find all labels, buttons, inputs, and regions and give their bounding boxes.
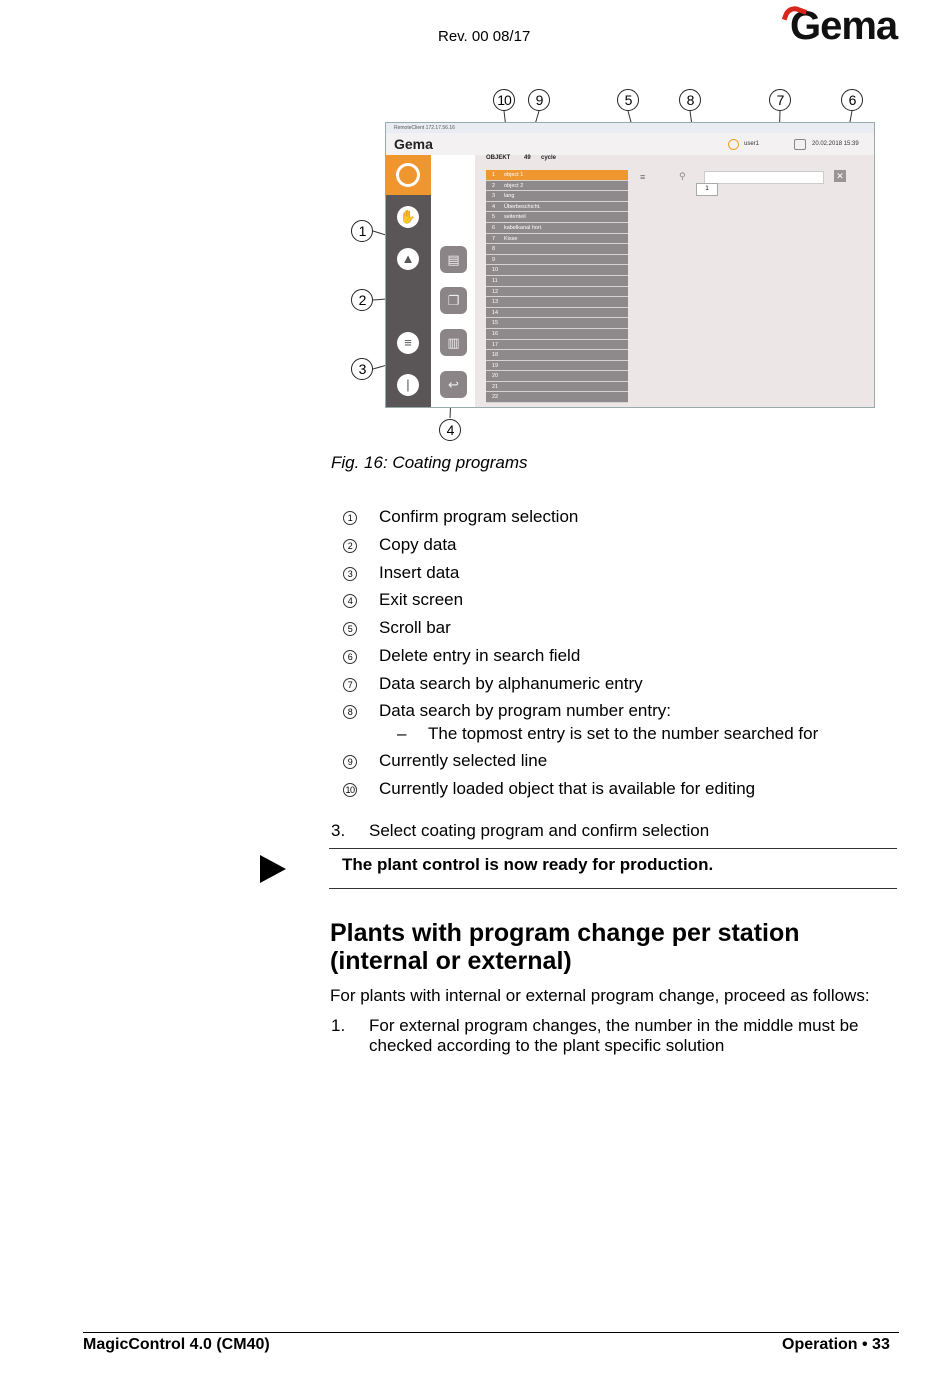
clear-search-button[interactable]: ✕ [834,170,846,182]
object-number: 49 [524,155,531,161]
program-row[interactable] [486,329,628,340]
legend-number: 6 [343,650,357,664]
program-row-number: 3 [492,193,496,200]
program-number-input[interactable]: 1 [696,183,718,196]
scroll-bar-icon[interactable]: ≡ [640,172,646,182]
program-row[interactable] [486,223,628,234]
program-row-number: 5 [492,214,496,221]
object-label: OBJEKT [486,155,511,161]
callout-3: 3 [351,358,373,380]
object-cycle: cycle [541,155,557,161]
program-row-name: kabelkanal hori. [504,224,543,231]
exit-screen-button[interactable]: ↩ [440,371,467,398]
action-column [431,155,475,407]
program-row-name: lang [504,193,515,200]
program-row-number: 10 [492,267,499,274]
program-row[interactable] [486,276,628,287]
hand-icon[interactable]: ✋ [397,206,419,228]
insert-data-button[interactable]: ▥ [440,329,467,356]
program-row[interactable] [486,234,628,245]
calendar-clock-icon [794,139,806,150]
program-row[interactable] [486,265,628,276]
callout-6: 6 [841,89,863,111]
program-row-name: Kisse [504,235,518,242]
footer-rule [83,1332,899,1333]
power-icon[interactable]: | [397,374,419,396]
program-row-name: Überbeschicht. [504,203,541,210]
program-row[interactable] [486,202,628,213]
legend-number: 7 [343,678,357,692]
legend-number: 3 [343,567,357,581]
program-row-number: 16 [492,330,499,337]
legend-number: 8 [343,705,357,719]
legend-text: Data search by alphanumeric entry [379,674,643,693]
program-row[interactable] [486,287,628,298]
footer-product: MagicControl 4.0 (CM40) [83,1336,270,1353]
section-heading: Plants with program change per station (internal or external) [330,919,800,975]
legend-text: Insert data [379,563,460,582]
gema-logo: Gema [790,4,897,49]
program-row-number: 2 [492,182,496,189]
program-row-number: 18 [492,352,499,359]
program-row-name: seitenteil [504,214,526,221]
program-row-number: 17 [492,341,499,348]
legend-text: Scroll bar [379,618,451,637]
callout-8: 8 [679,89,701,111]
program-row[interactable] [486,318,628,329]
program-row[interactable] [486,382,628,393]
legend-subitem: – The topmost entry is set to the number searched for [397,724,819,743]
program-row[interactable] [486,297,628,308]
legend-text: Delete entry in search field [379,646,581,665]
callout-7: 7 [769,89,791,111]
program-row[interactable] [486,371,628,382]
program-row-number: 19 [492,362,499,369]
user-icon[interactable] [728,139,739,150]
program-row-number: 1 [492,172,496,178]
callout-5: 5 [617,89,639,111]
step-3: 3. Select coating program and confirm selection [331,821,710,840]
program-row-number: 15 [492,320,499,327]
program-row[interactable] [486,340,628,351]
program-row-number: 12 [492,288,499,295]
program-row[interactable] [486,191,628,202]
date-time: 20.02.2018 15:39 [812,141,859,147]
brush-icon[interactable]: ▲ [397,248,419,270]
window-titlebar: RemoteClient 172.17.56.16 [386,123,874,134]
footer-page: Operation • 33 [782,1336,890,1353]
program-row-number: 13 [492,299,499,306]
note-bottom-rule [329,888,897,889]
user-name: user1 [744,141,760,147]
program-row[interactable] [486,361,628,372]
alphanumeric-search-input[interactable] [704,171,824,184]
legend-text: Data search by program number entry: [379,701,671,720]
program-row-number: 22 [492,394,499,401]
callout-10: 10 [493,89,515,111]
legend-text: Currently loaded object that is available for editing [379,779,756,798]
legend-text: Currently selected line [379,751,548,770]
program-row[interactable] [486,350,628,361]
result-note: The plant control is now ready for production. [342,855,714,874]
program-row[interactable] [486,392,628,403]
legend-number: 4 [343,594,357,608]
program-row-number: 7 [492,235,496,242]
legend-number: 10 [343,783,357,797]
legend-number: 9 [343,755,357,769]
program-row[interactable] [486,181,628,192]
menu-icon[interactable]: ≡ [397,332,419,354]
program-row[interactable] [486,244,628,255]
program-row[interactable] [486,212,628,223]
key-icon: ⚲ [679,171,686,181]
program-row-number: 20 [492,373,499,380]
callout-2: 2 [351,289,373,311]
program-row[interactable] [486,308,628,319]
program-row-number: 21 [492,383,499,390]
confirm-selection-button[interactable]: ▤ [440,246,467,273]
refresh-ring-icon[interactable] [396,163,420,187]
figure-caption: Fig. 16: Coating programs [331,453,528,472]
program-row-number: 8 [492,246,496,253]
program-row-name: object 1 [504,172,524,178]
note-top-rule [329,848,897,849]
app-logo: Gema [394,136,433,152]
coating-programs-screenshot [385,122,875,408]
legend-number: 5 [343,622,357,636]
program-row-number: 6 [492,224,496,231]
program-row-number: 14 [492,309,499,316]
copy-data-button[interactable]: ❐ [440,287,467,314]
section-paragraph: For plants with internal or external program change, proceed as follows: [330,986,870,1005]
legend-text: Confirm program selection [379,507,579,526]
program-list[interactable] [486,170,628,403]
result-arrow-icon [260,855,286,883]
program-row-selected[interactable] [486,170,628,181]
callout-9: 9 [528,89,550,111]
program-row-number: 4 [492,203,496,210]
revision-label: Rev. 00 08/17 [438,28,531,45]
callout-1: 1 [351,220,373,242]
program-row-number: 9 [492,256,496,263]
callout-4: 4 [439,419,461,441]
legend-number: 2 [343,539,357,553]
legend-text: Copy data [379,535,457,554]
program-row-name: object 2 [504,182,524,189]
program-row[interactable] [486,255,628,266]
program-row-number: 11 [492,277,498,284]
legend-text: Exit screen [379,590,464,609]
legend-number: 1 [343,511,357,525]
